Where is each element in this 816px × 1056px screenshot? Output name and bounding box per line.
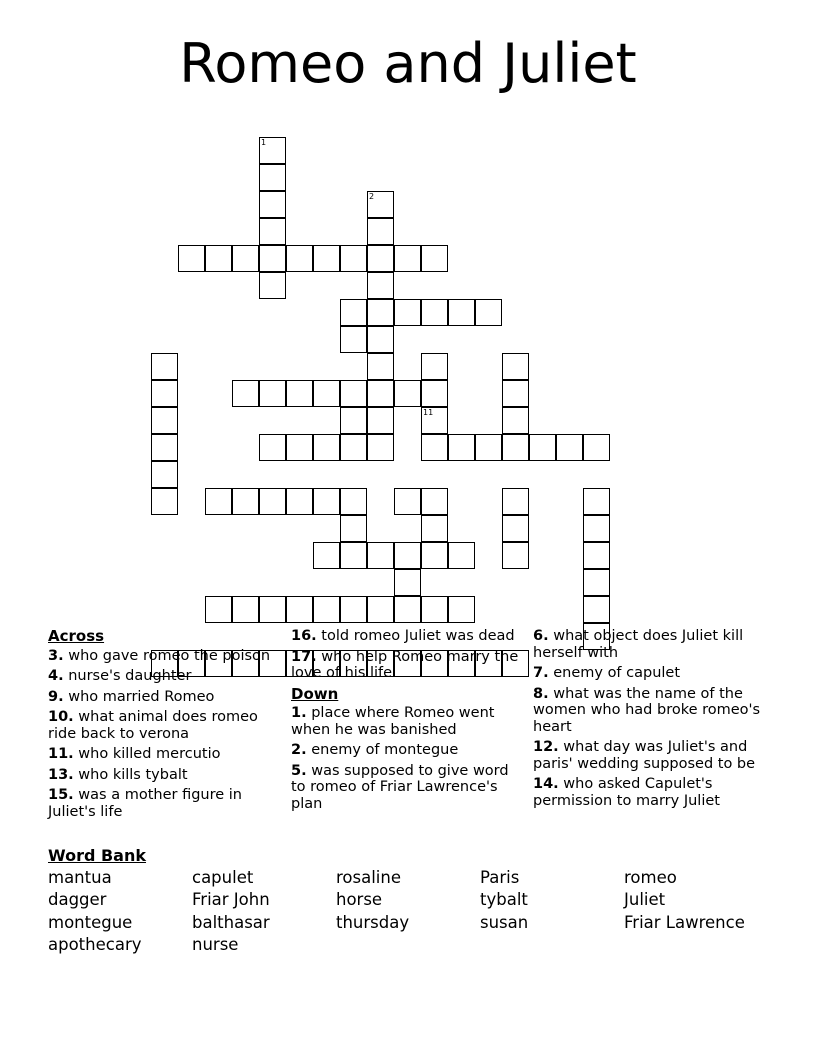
clue-across-16 — [291, 628, 521, 645]
grid-cell[interactable] — [421, 596, 448, 623]
clue-number: 14. — [533, 776, 559, 792]
grid-cell[interactable] — [286, 434, 313, 461]
grid-cell[interactable] — [394, 596, 421, 623]
clue-number: 5. — [291, 762, 307, 779]
word-bank-item: apothecary — [48, 935, 142, 954]
clue-down-12 — [533, 739, 771, 772]
word-bank-item: horse — [336, 890, 383, 909]
grid-cell[interactable] — [448, 542, 475, 569]
grid-cell[interactable] — [232, 488, 259, 515]
grid-cell[interactable] — [340, 299, 367, 326]
grid-cell[interactable] — [313, 434, 340, 461]
page-title: Romeo and Juliet — [179, 32, 637, 95]
clue-down-1 — [291, 705, 521, 738]
grid-cell[interactable] — [394, 380, 421, 407]
clue-down-5 — [291, 763, 521, 813]
clue-number: 1. — [291, 705, 307, 721]
grid-cell[interactable] — [151, 461, 178, 488]
grid-cell[interactable] — [340, 245, 367, 272]
grid-cell[interactable] — [259, 191, 286, 218]
grid-cell[interactable] — [367, 596, 394, 623]
grid-cell[interactable] — [259, 137, 286, 164]
grid-cell[interactable] — [340, 434, 367, 461]
clue-number: 7. — [533, 665, 549, 681]
grid-cell[interactable] — [232, 380, 259, 407]
grid-cell[interactable] — [232, 245, 259, 272]
grid-cell[interactable] — [475, 434, 502, 461]
clue-across-15 — [48, 787, 276, 820]
grid-cell[interactable] — [394, 299, 421, 326]
grid-cell[interactable] — [313, 245, 340, 272]
grid-cell[interactable] — [367, 326, 394, 353]
clue-number: 13. — [48, 766, 74, 783]
grid-cell[interactable] — [583, 434, 610, 461]
clue-down-8 — [533, 686, 771, 736]
clue-number: 6. — [533, 628, 549, 644]
grid-cell[interactable] — [583, 569, 610, 596]
word-bank-item: nurse — [192, 935, 239, 954]
grid-cell[interactable] — [151, 488, 178, 515]
grid-cell[interactable] — [367, 380, 394, 407]
clue-across-13 — [48, 767, 276, 784]
clue-text: who asked Capulet's permission to marry Juliet — [533, 776, 720, 809]
grid-cell[interactable] — [367, 542, 394, 569]
grid-cell[interactable] — [421, 434, 448, 461]
clue-text: place where Romeo went when he was banished — [291, 705, 495, 738]
grid-cell[interactable] — [259, 164, 286, 191]
grid-cell[interactable] — [448, 434, 475, 461]
clue-text: who help Romeo marry the love of his life — [291, 648, 519, 681]
clue-text: who gave romeo the poison — [68, 647, 271, 664]
grid-cell[interactable] — [583, 488, 610, 515]
clue-number: 17. — [291, 648, 317, 665]
grid-cell[interactable] — [340, 596, 367, 623]
grid-cell[interactable] — [259, 596, 286, 623]
clues-column-3 — [533, 628, 771, 813]
clue-number: 15. — [48, 787, 74, 803]
grid-cell[interactable] — [421, 407, 448, 434]
grid-cell[interactable] — [421, 245, 448, 272]
clue-text: what animal does romeo ride back to verona — [48, 709, 258, 742]
grid-cell[interactable] — [205, 488, 232, 515]
grid-cell[interactable] — [205, 245, 232, 272]
grid-cell[interactable] — [583, 542, 610, 569]
grid-cell[interactable] — [583, 596, 610, 623]
clue-text: what was the name of the women who had broke romeo's heart — [533, 685, 761, 735]
grid-cell[interactable] — [259, 380, 286, 407]
grid-cell[interactable] — [286, 596, 313, 623]
word-bank-item: susan — [480, 913, 529, 932]
clue-across-10 — [48, 709, 276, 742]
grid-cell[interactable] — [421, 542, 448, 569]
clue-number: 2. — [291, 742, 307, 758]
grid-cell[interactable] — [502, 380, 529, 407]
down-heading: Down — [291, 684, 339, 703]
grid-cell[interactable] — [421, 515, 448, 542]
clue-text: nurse's daughter — [68, 668, 192, 684]
grid-cell[interactable] — [502, 542, 529, 569]
word-bank-item: thursday — [336, 913, 410, 932]
grid-cell[interactable] — [502, 353, 529, 380]
grid-cell[interactable] — [421, 380, 448, 407]
clue-number-label: 11 — [423, 408, 434, 417]
clue-across-17 — [291, 649, 521, 682]
grid-cell[interactable] — [151, 434, 178, 461]
grid-cell[interactable] — [421, 353, 448, 380]
clue-number: 10. — [48, 709, 74, 725]
grid-cell[interactable] — [394, 245, 421, 272]
grid-cell[interactable] — [448, 596, 475, 623]
grid-cell[interactable] — [205, 596, 232, 623]
grid-cell[interactable] — [151, 380, 178, 407]
clue-across-11 — [48, 746, 276, 763]
grid-cell[interactable] — [259, 218, 286, 245]
grid-cell[interactable] — [232, 596, 259, 623]
word-bank-item: Friar Lawrence — [624, 913, 745, 932]
clue-number: 4. — [48, 668, 64, 684]
clue-text: was supposed to give word to romeo of Friar Lawrence's plan — [291, 762, 509, 812]
grid-cell[interactable] — [367, 299, 394, 326]
grid-cell[interactable] — [259, 272, 286, 299]
grid-cell[interactable] — [259, 434, 286, 461]
clue-number: 9. — [48, 688, 64, 705]
grid-cell[interactable] — [529, 434, 556, 461]
clue-number: 11. — [48, 746, 74, 762]
grid-cell[interactable] — [394, 569, 421, 596]
grid-cell[interactable] — [367, 353, 394, 380]
word-bank-heading: Word Bank — [48, 846, 147, 865]
clue-across-9 — [48, 689, 276, 706]
grid-cell[interactable] — [340, 326, 367, 353]
grid-cell[interactable] — [313, 596, 340, 623]
clue-text: who kills tybalt — [78, 766, 188, 783]
clue-text: was a mother figure in Juliet's life — [48, 787, 242, 820]
clue-text: what day was Juliet's and paris' wedding supposed to be — [533, 739, 756, 772]
grid-cell[interactable] — [367, 272, 394, 299]
clue-number: 12. — [533, 739, 559, 755]
word-bank-item: romeo — [624, 868, 677, 887]
grid-cell[interactable] — [367, 191, 394, 218]
across-heading: Across — [48, 627, 105, 645]
grid-cell[interactable] — [367, 434, 394, 461]
word-bank-item: Juliet — [624, 890, 666, 909]
grid-cell[interactable] — [583, 515, 610, 542]
grid-cell[interactable] — [502, 488, 529, 515]
word-bank-item: tybalt — [480, 890, 528, 909]
grid-cell[interactable] — [340, 380, 367, 407]
clue-down-6 — [533, 628, 771, 661]
clue-down-7 — [533, 665, 771, 682]
clue-text: enemy of capulet — [553, 665, 681, 681]
grid-cell[interactable] — [259, 245, 286, 272]
grid-cell[interactable] — [394, 542, 421, 569]
word-bank-item: balthasar — [192, 913, 270, 932]
clue-number: 16. — [291, 628, 317, 644]
grid-cell[interactable] — [151, 407, 178, 434]
clue-text: told romeo Juliet was dead — [321, 628, 515, 644]
grid-cell[interactable] — [448, 299, 475, 326]
clue-down-2 — [291, 742, 521, 759]
word-bank-item: dagger — [48, 890, 107, 909]
grid-cell[interactable] — [286, 488, 313, 515]
grid-cell[interactable] — [286, 245, 313, 272]
word-bank-item: rosaline — [336, 868, 402, 887]
grid-cell[interactable] — [340, 407, 367, 434]
clues-column-1 — [48, 628, 276, 824]
grid-cell[interactable] — [367, 218, 394, 245]
clue-across-3 — [48, 648, 276, 665]
word-bank-item: mantua — [48, 868, 112, 887]
grid-cell[interactable] — [313, 380, 340, 407]
grid-cell[interactable] — [340, 542, 367, 569]
grid-cell[interactable] — [367, 245, 394, 272]
grid-cell[interactable] — [286, 380, 313, 407]
clues-column-2 — [291, 628, 521, 816]
grid-cell[interactable] — [502, 434, 529, 461]
clue-down-14 — [533, 776, 771, 809]
grid-cell[interactable] — [340, 488, 367, 515]
clue-number-label: 1 — [261, 138, 267, 147]
word-bank-item: montegue — [48, 913, 133, 932]
clue-text: what object does Juliet kill herself with — [533, 628, 744, 661]
clue-text: enemy of montegue — [311, 742, 459, 758]
grid-cell[interactable] — [259, 488, 286, 515]
clue-text: who killed mercutio — [78, 746, 221, 762]
grid-cell[interactable] — [421, 488, 448, 515]
clue-across-4 — [48, 668, 276, 685]
grid-cell[interactable] — [502, 407, 529, 434]
grid-cell[interactable] — [394, 488, 421, 515]
grid-cell[interactable] — [178, 245, 205, 272]
word-bank-item: capulet — [192, 868, 254, 887]
grid-cell[interactable] — [502, 515, 529, 542]
grid-cell[interactable] — [313, 542, 340, 569]
grid-cell[interactable] — [475, 299, 502, 326]
grid-cell[interactable] — [313, 488, 340, 515]
word-bank-item: Paris — [480, 868, 520, 887]
clue-number: 8. — [533, 685, 549, 702]
grid-cell[interactable] — [151, 353, 178, 380]
clue-text: who married Romeo — [68, 688, 215, 705]
grid-cell[interactable] — [340, 515, 367, 542]
word-bank-item: Friar John — [192, 890, 270, 909]
grid-cell[interactable] — [421, 299, 448, 326]
clue-number-label: 2 — [369, 192, 375, 201]
grid-cell[interactable] — [556, 434, 583, 461]
grid-cell[interactable] — [367, 407, 394, 434]
clue-number: 3. — [48, 647, 64, 664]
